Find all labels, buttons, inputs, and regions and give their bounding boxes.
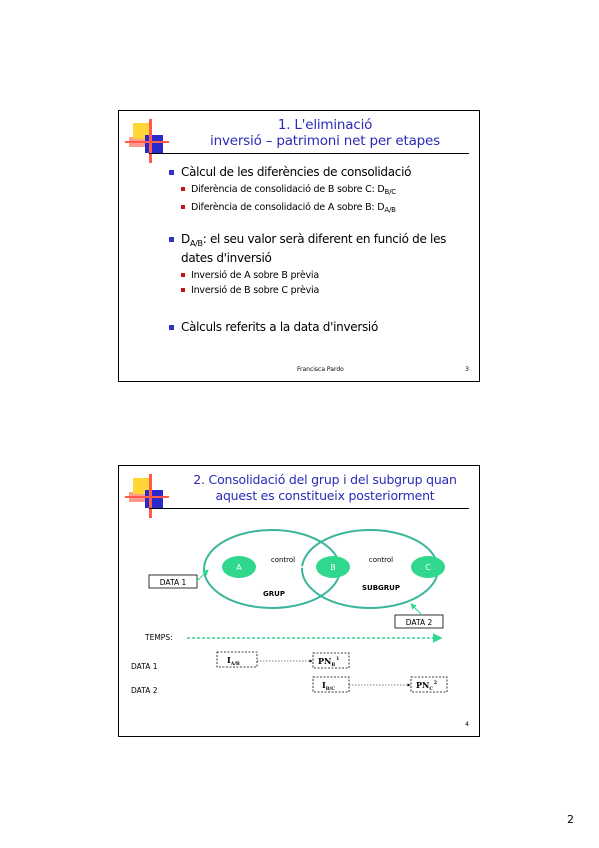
grup-label: GRUP	[263, 590, 285, 598]
sub-bullet-item	[169, 268, 471, 283]
slide-1-bullets	[169, 165, 471, 335]
subscript: A/B	[384, 206, 396, 214]
bullet-marker	[169, 237, 174, 242]
control-label-ab: control	[270, 556, 296, 564]
bullet-text: : el seu valor serà diferent en funció de les dates d'inversió	[181, 232, 447, 265]
sub-bullet-text: Inversió de A sobre B prèvia	[191, 270, 319, 281]
bullet-item	[169, 320, 471, 335]
subscript: B/C	[384, 188, 396, 196]
sub-bullet-text: Diferència de consolidació de B sobre C: D	[191, 184, 385, 195]
temps-label: TEMPS:	[145, 633, 173, 642]
data2-box-label: DATA 2	[405, 618, 433, 627]
sub-bullet-marker	[181, 205, 185, 209]
subscript: A/B	[189, 239, 203, 248]
bullet-item	[169, 232, 471, 266]
data2-pointer	[411, 604, 422, 615]
node-c-label: C	[425, 563, 431, 572]
bullet-text-symbol: D	[181, 232, 190, 246]
slide-1-title-line-1: 1. L'eliminació	[277, 117, 373, 133]
slide-footer-author: Francisca Pardo	[297, 366, 344, 373]
row-data2-label: DATA 2	[131, 686, 158, 695]
slide-number: 3	[465, 366, 469, 373]
bullet-text: Càlculs referits a la data d'inversió	[181, 320, 378, 334]
slide-1-title	[179, 117, 471, 149]
investment-bc-label: $I_{B/C}$	[322, 680, 335, 692]
slide-1	[118, 110, 480, 382]
node-b-label: B	[330, 563, 336, 572]
net-worth-c-label: $PN_C^2$	[416, 680, 438, 692]
slide-number: 4	[465, 721, 469, 728]
slide-1-title-line-2: inversió – patrimoni net per etapes	[210, 133, 440, 149]
bullet-item	[169, 165, 471, 180]
sub-bullet-text: Inversió de B sobre C prèvia	[191, 285, 320, 296]
sub-bullet-item	[169, 200, 471, 218]
node-a-label: A	[236, 563, 242, 572]
sub-bullet-marker	[181, 187, 185, 191]
net-worth-b-label: $PN_B^1$	[318, 656, 340, 668]
bullet-marker	[169, 170, 174, 175]
subgrup-label: SUBGRUP	[361, 584, 401, 592]
slide-2-title-line-2: aquest es constitueix posteriorment	[215, 488, 435, 503]
sub-bullet-text: Diferència de consolidació de A sobre B: D	[191, 202, 385, 213]
bullet-marker	[169, 325, 174, 330]
control-label-bc: control	[368, 556, 394, 564]
title-divider	[149, 153, 469, 154]
slide-2-title-line-1: 2. Consolidació del grup i del subgrup quan	[193, 472, 457, 487]
page-number: 2	[567, 813, 574, 826]
slide-decoration-icon	[119, 111, 179, 171]
bullet-text: Càlcul de les diferències de consolidació	[181, 165, 412, 179]
sub-bullet-item	[169, 182, 471, 200]
sub-bullet-marker	[181, 273, 185, 277]
investment-ab-label: $I_{A/B}$	[227, 655, 240, 667]
data1-box-label: DATA 1	[159, 578, 187, 587]
group-diagram	[119, 466, 479, 736]
sub-bullet-item	[169, 283, 471, 298]
row-data1-label: DATA 1	[131, 662, 158, 671]
slide-2	[118, 465, 480, 737]
sub-bullet-marker	[181, 288, 185, 292]
